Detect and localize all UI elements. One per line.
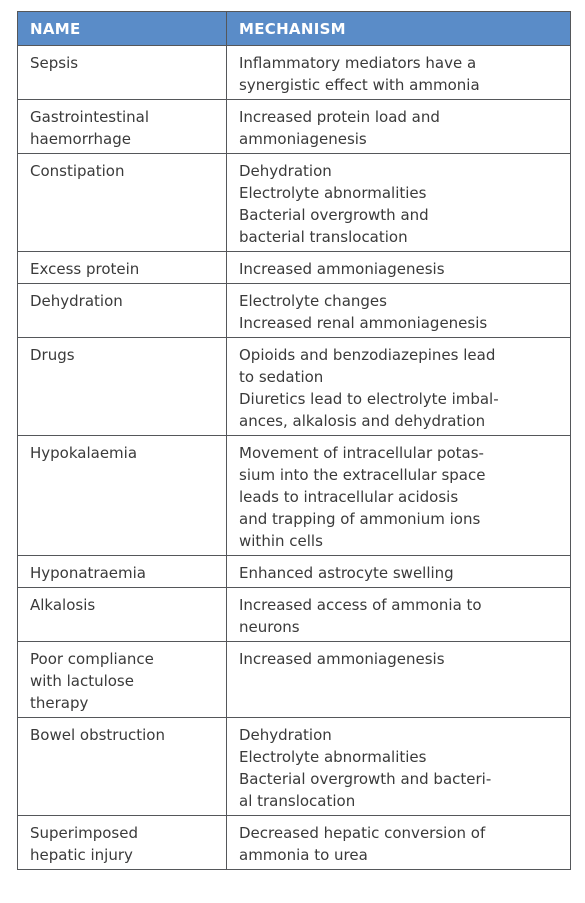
- name-text: Sepsis: [30, 54, 79, 72]
- table-row: [18, 338, 571, 436]
- name-text: Excess protein: [30, 260, 140, 278]
- mechanism-text: Bacterial overgrowth and: [239, 206, 429, 224]
- name-text: therapy: [30, 694, 89, 712]
- table-row: [18, 642, 571, 718]
- mechanism-cell: [227, 436, 571, 556]
- name-cell: [18, 100, 227, 154]
- column-header-mechanism: MECHANISM: [227, 12, 571, 46]
- name-cell: [18, 816, 227, 870]
- table-row: [18, 100, 571, 154]
- mechanism-cell: [227, 556, 571, 588]
- name-text: hepatic injury: [30, 846, 133, 864]
- name-text: Poor compliance: [30, 650, 154, 668]
- table-body: [18, 46, 571, 870]
- precipitants-table: [17, 11, 571, 870]
- name-cell: [18, 718, 227, 816]
- table-row: [18, 252, 571, 284]
- header-row: [18, 12, 571, 46]
- mechanism-cell: [227, 816, 571, 870]
- mechanism-text: Opioids and benzodiazepines lead: [239, 346, 496, 364]
- mechanism-text: Dehydration: [239, 162, 332, 180]
- name-text: Superimposed: [30, 824, 138, 842]
- mechanism-text: bacterial translocation: [239, 228, 408, 246]
- name-text: Hypokalaemia: [30, 444, 138, 462]
- table-row: [18, 816, 571, 870]
- name-cell: [18, 436, 227, 556]
- table-row: [18, 154, 571, 252]
- mechanism-cell: [227, 718, 571, 816]
- name-cell: [18, 556, 227, 588]
- name-cell: [18, 284, 227, 338]
- mechanism-text: Decreased hepatic conversion of: [239, 824, 486, 842]
- name-cell: [18, 252, 227, 284]
- name-cell: [18, 642, 227, 718]
- mechanism-text: within cells: [239, 532, 323, 550]
- mechanism-cell: [227, 46, 571, 100]
- mechanism-text: Electrolyte abnormalities: [239, 184, 427, 202]
- table-row: [18, 46, 571, 100]
- name-text: with lactulose: [30, 672, 134, 690]
- mechanism-text: Bacterial overgrowth and bacteri-: [239, 770, 492, 788]
- mechanism-text: Enhanced astrocyte swelling: [239, 564, 454, 582]
- mechanism-text: synergistic effect with ammonia: [239, 76, 480, 94]
- table-row: [18, 588, 571, 642]
- name-text: Bowel obstruction: [30, 726, 165, 744]
- mechanism-text: sium into the extracellular space: [239, 466, 486, 484]
- mechanism-text: Increased access of ammonia to: [239, 596, 482, 614]
- mechanism-text: ammonia to urea: [239, 846, 368, 864]
- mechanism-text: Diuretics lead to electrolyte imbal-: [239, 390, 499, 408]
- mechanism-text: to sedation: [239, 368, 324, 386]
- table-row: [18, 284, 571, 338]
- name-cell: [18, 338, 227, 436]
- mechanism-cell: [227, 284, 571, 338]
- name-text: haemorrhage: [30, 130, 131, 148]
- name-text: Drugs: [30, 346, 75, 364]
- mechanism-text: leads to intracellular acidosis: [239, 488, 459, 506]
- mechanism-text: Increased ammoniagenesis: [239, 260, 445, 278]
- mechanism-cell: [227, 252, 571, 284]
- mechanism-text: Increased ammoniagenesis: [239, 650, 445, 668]
- name-text: Hyponatraemia: [30, 564, 146, 582]
- mechanism-text: ammoniagenesis: [239, 130, 367, 148]
- mechanism-cell: [227, 588, 571, 642]
- name-text: Dehydration: [30, 292, 123, 310]
- mechanism-text: Increased renal ammoniagenesis: [239, 314, 488, 332]
- mechanism-cell: [227, 338, 571, 436]
- mechanism-text: neurons: [239, 618, 300, 636]
- name-cell: [18, 154, 227, 252]
- mechanism-text: Electrolyte abnormalities: [239, 748, 427, 766]
- mechanism-text: Movement of intracellular potas-: [239, 444, 484, 462]
- mechanism-text: Electrolyte changes: [239, 292, 387, 310]
- column-header-name: NAME: [18, 12, 227, 46]
- mechanism-cell: [227, 154, 571, 252]
- table-row: [18, 556, 571, 588]
- mechanism-text: Increased protein load and: [239, 108, 440, 126]
- name-cell: [18, 588, 227, 642]
- mechanism-text: ances, alkalosis and dehydration: [239, 412, 486, 430]
- mechanism-cell: [227, 100, 571, 154]
- mechanism-text: Inflammatory mediators have a: [239, 54, 477, 72]
- name-text: Constipation: [30, 162, 125, 180]
- mechanism-text: al translocation: [239, 792, 356, 810]
- mechanism-cell: [227, 642, 571, 718]
- table-row: [18, 436, 571, 556]
- name-text: Alkalosis: [30, 596, 96, 614]
- mechanism-text: and trapping of ammonium ions: [239, 510, 481, 528]
- table-row: [18, 718, 571, 816]
- mechanism-text: Dehydration: [239, 726, 332, 744]
- name-text: Gastrointestinal: [30, 108, 150, 126]
- name-cell: [18, 46, 227, 100]
